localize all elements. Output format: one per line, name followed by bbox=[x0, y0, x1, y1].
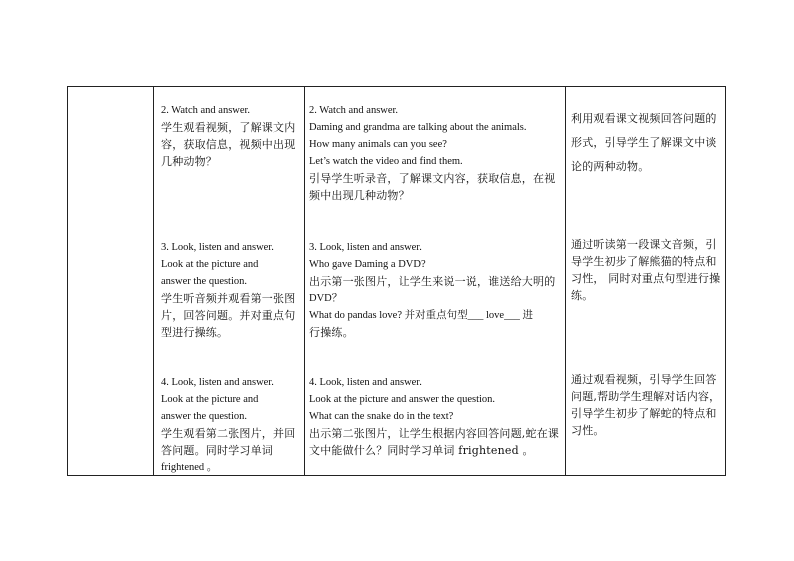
row3-purpose-line: 通过观看视频，引导学生回答 bbox=[571, 373, 717, 386]
row2-activities-cell bbox=[309, 239, 561, 341]
row2-purpose-line: 通过听读第一段课文音频，引 bbox=[571, 238, 717, 251]
row3-steps-line: 4. Look, listen and answer. bbox=[161, 377, 274, 388]
row3-activities-line: What can the snake do in the text? bbox=[309, 411, 454, 422]
column-divider-1 bbox=[153, 86, 154, 476]
row1-activities-cell bbox=[309, 102, 561, 204]
row3-steps-line: answer the question. bbox=[161, 411, 248, 422]
row3-steps-line: frightened 。 bbox=[161, 462, 218, 473]
row2-activities-line: DVD？ bbox=[309, 293, 343, 304]
row1-purpose-line: 利用观看课文视频回答问题的 bbox=[571, 112, 717, 125]
row2-purpose-line: 导学生初步了解熊猫的特点和 bbox=[571, 255, 717, 268]
row1-purpose-cell bbox=[571, 107, 721, 179]
row1-activities-line: 引导学生听录音，了解课文内容，获取信息，在视 bbox=[309, 172, 556, 185]
column-divider-2 bbox=[304, 86, 305, 476]
row2-activities-line: 3. Look, listen and answer. bbox=[309, 242, 422, 253]
row3-steps-line: Look at the picture and bbox=[161, 394, 259, 405]
table-right-border bbox=[725, 86, 726, 476]
row3-purpose-line: 问题,帮助学生理解对话内容， bbox=[571, 390, 721, 403]
row2-activities-line: 出示第一张图片，让学生来说一说，谁送给大明的 bbox=[309, 275, 556, 288]
row1-purpose-line: 论的两种动物。 bbox=[571, 160, 650, 173]
row1-steps-line: 2. Watch and answer. bbox=[161, 105, 251, 116]
row1-activities-line: Daming and grandma are talking about the animals. bbox=[309, 122, 527, 133]
row1-purpose-line: 形式，引导学生了解课文中谈 bbox=[571, 136, 717, 149]
row2-activities-line: What do pandas love? 并对重点句型___ love___ 进 bbox=[309, 310, 533, 321]
row2-steps-line: answer the question. bbox=[161, 276, 248, 287]
row3-steps-line: 学生观看第二张图片，并回 bbox=[161, 427, 296, 440]
row2-purpose-line: 习性， 同时对重点句型进行操 bbox=[571, 272, 721, 285]
row1-steps-line: 几种动物？ bbox=[161, 155, 217, 168]
row2-steps-line: 3. Look, listen and answer. bbox=[161, 242, 274, 253]
row1-activities-line: How many animals can you see? bbox=[309, 139, 447, 150]
row2-steps-line: 学生听音频并观看第一张图 bbox=[161, 292, 296, 305]
table-top-border bbox=[67, 86, 725, 87]
row1-steps-line: 容，获取信息，视频中出现 bbox=[161, 138, 296, 151]
row3-purpose-line: 习性。 bbox=[571, 424, 605, 437]
row2-steps-line: 型进行操练。 bbox=[161, 326, 229, 339]
row2-purpose-cell bbox=[571, 236, 721, 304]
row3-steps-line: 答问题。同时学习单词 bbox=[161, 444, 273, 457]
row3-steps-cell bbox=[161, 374, 301, 476]
row1-activities-line: 2. Watch and answer. bbox=[309, 105, 399, 116]
row1-activities-line: Let’s watch the video and find them. bbox=[309, 156, 463, 167]
row3-purpose-cell bbox=[571, 371, 721, 439]
row3-activities-line: 出示第二张图片，让学生根据内容回答问题,蛇在课 bbox=[309, 427, 560, 440]
row3-purpose-line: 引导学生初步了解蛇的特点和 bbox=[571, 407, 717, 420]
row2-steps-cell bbox=[161, 239, 301, 341]
column-divider-3 bbox=[565, 86, 566, 476]
row2-steps-line: Look at the picture and bbox=[161, 259, 259, 270]
table-left-border bbox=[67, 86, 68, 476]
row2-activities-line: Who gave Daming a DVD? bbox=[309, 259, 426, 270]
row3-activities-line: Look at the picture and answer the question. bbox=[309, 394, 496, 405]
row2-purpose-line: 练。 bbox=[571, 289, 594, 302]
row3-activities-cell bbox=[309, 374, 561, 459]
row1-steps-line: 学生观看视频，了解课文内 bbox=[161, 121, 296, 134]
row3-activities-line: 文中能做什么？同时学习单词 frightened 。 bbox=[309, 444, 534, 457]
row1-steps-cell bbox=[161, 102, 301, 170]
row2-activities-line: 行操练。 bbox=[309, 326, 354, 339]
row3-activities-line: 4. Look, listen and answer. bbox=[309, 377, 422, 388]
row2-steps-line: 片，回答问题。并对重点句 bbox=[161, 309, 296, 322]
row1-activities-line: 频中出现几种动物？ bbox=[309, 189, 410, 202]
